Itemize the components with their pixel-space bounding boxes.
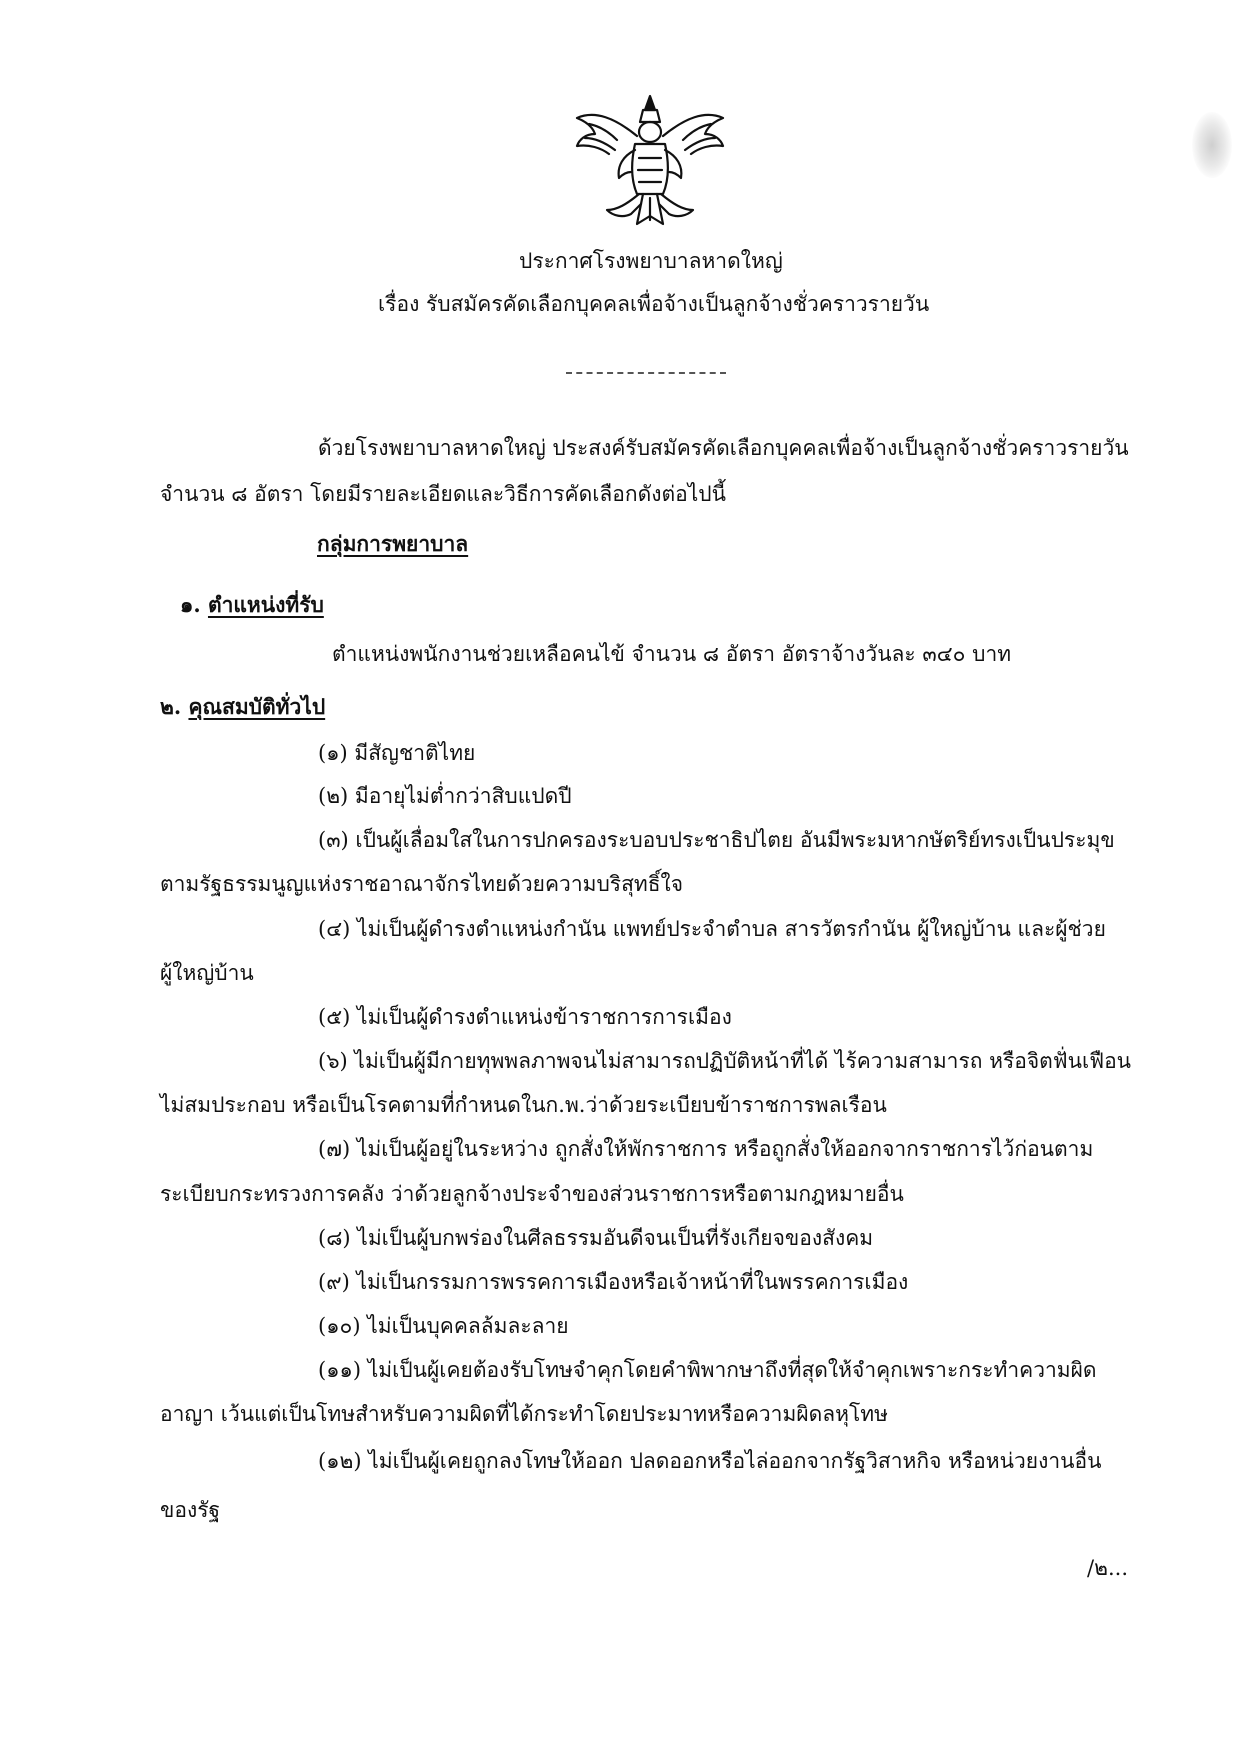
qualification-item-12-continued: ของรัฐ	[160, 1498, 221, 1522]
qualification-item-10: (๑๐) ไม่เป็นบุคคลล้มละลาย	[318, 1314, 569, 1338]
section-1-detail: ตำแหน่งพนักงานช่วยเหลือคนไข้ จำนวน ๘ อัตรา อัตราจ้างวันละ ๓๔๐ บาท	[332, 642, 1012, 666]
qualification-item-1: (๑) มีสัญชาติไทย	[318, 741, 476, 765]
header-divider	[566, 372, 726, 374]
qualification-item-9: (๙) ไม่เป็นกรรมการพรรคการเมืองหรือเจ้าหน้าที่ในพรรคการเมือง	[318, 1270, 909, 1294]
section-2-number: ๒.	[160, 694, 182, 719]
scan-smudge	[1192, 112, 1232, 178]
announcement-title: ประกาศโรงพยาบาลหาดใหญ่	[519, 249, 783, 273]
section-1-heading	[180, 591, 324, 619]
section-1-number: ๑.	[180, 592, 201, 617]
qualification-item-5: (๕) ไม่เป็นผู้ดำรงตำแหน่งข้าราชการการเมือง	[318, 1005, 732, 1029]
qualification-item-7: (๗) ไม่เป็นผู้อยู่ในระหว่าง ถูกสั่งให้พักราชการ หรือถูกสั่งให้ออกจากราชการไว้ก่อนตาม	[318, 1137, 1094, 1161]
qualification-item-7-continued: ระเบียบกระทรวงการคลัง ว่าด้วยลูกจ้างประจำของส่วนราชการหรือตามกฎหมายอื่น	[160, 1182, 904, 1206]
garuda-emblem	[565, 88, 735, 233]
qualification-item-11: (๑๑) ไม่เป็นผู้เคยต้องรับโทษจำคุกโดยคำพิพากษาถึงที่สุดให้จำคุกเพราะกระทำความผิด	[318, 1358, 1097, 1382]
section-1-title: ตำแหน่งที่รับ	[207, 592, 324, 617]
intro-line-1: ด้วยโรงพยาบาลหาดใหญ่ ประสงค์รับสมัครคัดเลือกบุคคลเพื่อจ้างเป็นลูกจ้างชั่วคราวรายวัน	[318, 436, 1129, 460]
qualification-item-11-continued: อาญา เว้นแต่เป็นโทษสำหรับความผิดที่ได้กระทำโดยประมาทหรือความผิดลหุโทษ	[160, 1402, 888, 1426]
qualification-item-3-continued: ตามรัฐธรรมนูญแห่งราชอาณาจักรไทยด้วยความบริสุทธิ์ใจ	[160, 872, 684, 896]
intro-line-2: จำนวน ๘ อัตรา โดยมีรายละเอียดและวิธีการคัดเลือกดังต่อไปนี้	[160, 482, 726, 506]
qualification-item-2: (๒) มีอายุไม่ต่ำกว่าสิบแปดปี	[318, 784, 572, 808]
qualification-item-4-continued: ผู้ใหญ่บ้าน	[160, 961, 254, 985]
section-2-heading	[160, 693, 325, 721]
qualification-item-6-continued: ไม่สมประกอบ หรือเป็นโรคตามที่กำหนดในก.พ.ว่าด้วยระเบียบข้าราชการพลเรือน	[160, 1093, 887, 1117]
qualification-item-3: (๓) เป็นผู้เลื่อมใสในการปกครองระบอบประชาธิปไตย อันมีพระมหากษัตริย์ทรงเป็นประมุข	[318, 828, 1115, 852]
group-heading: กลุ่มการพยาบาล	[317, 531, 469, 556]
qualification-item-6: (๖) ไม่เป็นผู้มีกายทุพพลภาพจนไม่สามารถปฏิบัติหน้าที่ได้ ไร้ความสามารถ หรือจิตฟั่นเฟือน	[318, 1049, 1132, 1073]
qualification-item-12: (๑๒) ไม่เป็นผู้เคยถูกลงโทษให้ออก ปลดออกหรือไล่ออกจากรัฐวิสาหกิจ หรือหน่วยงานอื่น	[318, 1449, 1102, 1473]
page-continuation: /๒...	[1087, 1556, 1128, 1580]
announcement-subject: เรื่อง รับสมัครคัดเลือกบุคคลเพื่อจ้างเป็นลูกจ้างชั่วคราวรายวัน	[378, 292, 930, 316]
qualification-item-8: (๘) ไม่เป็นผู้บกพร่องในศีลธรรมอันดีจนเป็นที่รังเกียจของสังคม	[318, 1226, 874, 1250]
qualification-item-4: (๔) ไม่เป็นผู้ดำรงตำแหน่งกำนัน แพทย์ประจำตำบล สารวัตรกำนัน ผู้ใหญ่บ้าน และผู้ช่วย	[318, 917, 1106, 941]
section-2-title: คุณสมบัติทั่วไป	[188, 694, 326, 719]
